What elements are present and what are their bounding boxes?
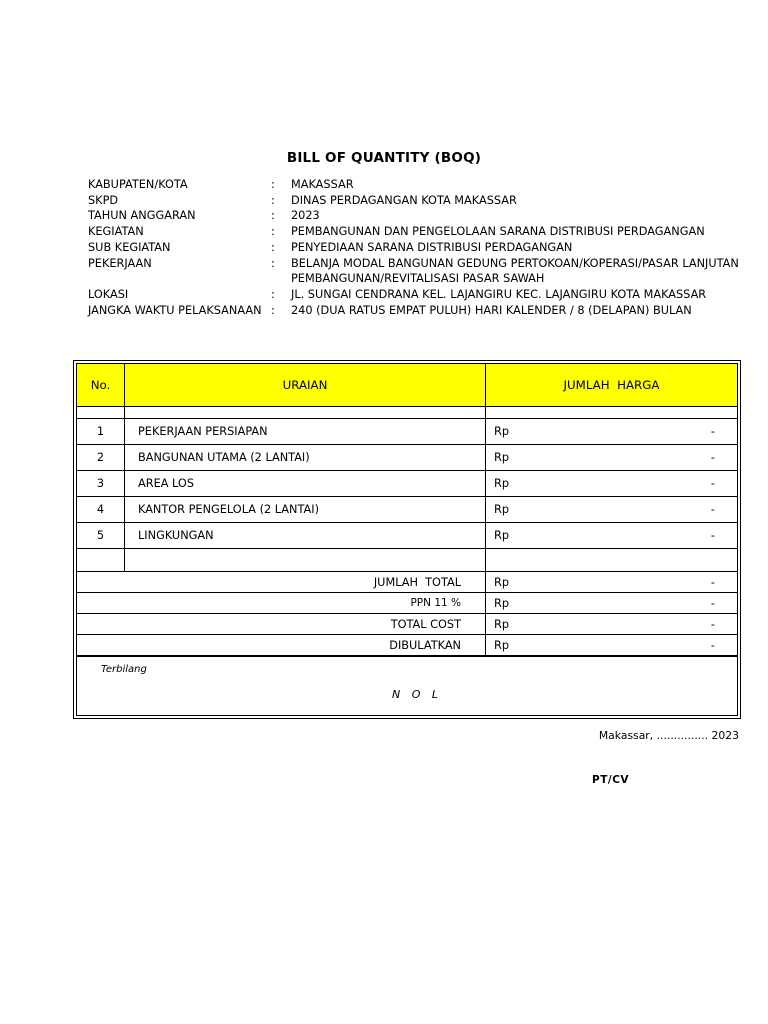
total-row-dibulatkan xyxy=(77,635,738,657)
table-header-row xyxy=(77,364,738,407)
header-uraian: URAIAN xyxy=(125,364,486,407)
info-colon: : xyxy=(271,303,275,317)
boq-table xyxy=(76,363,738,716)
info-row-jangka-waktu xyxy=(88,303,748,319)
item-amount-cell xyxy=(486,445,738,471)
place-date: Makassar, ............... 2023 xyxy=(598,729,739,742)
currency-label: Rp xyxy=(494,477,510,490)
info-label: KEGIATAN xyxy=(88,225,144,239)
terbilang-label: Terbilang xyxy=(101,664,147,675)
currency-label: Rp xyxy=(494,529,510,542)
info-value: PEMBANGUNAN DAN PENGELOLAAN SARANA DISTRIBUSI PERDAGANGAN xyxy=(291,225,705,239)
document-title: BILL OF QUANTITY (BOQ) xyxy=(286,150,482,166)
item-number: 5 xyxy=(77,523,125,549)
info-label: JANGKA WAKTU PELAKSANAAN xyxy=(88,303,262,317)
info-value: BELANJA MODAL BANGUNAN GEDUNG PERTOKOAN/KOPERASI/PASAR LANJUTAN PEMBANGUNAN/REVITALISASI PASAR SAWAH xyxy=(291,256,739,286)
amount-value: - xyxy=(710,575,715,589)
item-amount-cell xyxy=(486,471,738,497)
signer-company: PT/CV xyxy=(592,774,630,786)
total-amount-cell xyxy=(486,635,738,657)
amount-value: - xyxy=(710,425,715,438)
item-number: 1 xyxy=(77,419,125,445)
item-description: KANTOR PENGELOLA (2 LANTAI) xyxy=(125,497,486,523)
currency-label: Rp xyxy=(494,575,510,589)
info-value: MAKASSAR xyxy=(291,178,354,191)
info-colon: : xyxy=(271,287,275,301)
currency-label: Rp xyxy=(494,503,510,516)
info-colon: : xyxy=(271,256,275,270)
currency-label: Rp xyxy=(494,451,510,464)
info-label: SUB KEGIATAN xyxy=(88,240,171,254)
header-jumlah-harga: JUMLAH HARGA xyxy=(486,364,738,407)
table-row xyxy=(77,445,738,471)
info-label: KABUPATEN/KOTA xyxy=(88,178,188,191)
info-label: SKPD xyxy=(88,193,119,207)
currency-label: Rp xyxy=(494,638,510,652)
currency-label: Rp xyxy=(494,425,510,438)
item-description: PEKERJAAN PERSIAPAN xyxy=(125,419,486,445)
amount-value: - xyxy=(710,451,715,464)
item-description: BANGUNAN UTAMA (2 LANTAI) xyxy=(125,445,486,471)
table-row xyxy=(77,497,738,523)
blank-row xyxy=(77,549,738,572)
item-number: 4 xyxy=(77,497,125,523)
item-description: AREA LOS xyxy=(125,471,486,497)
total-amount-cell xyxy=(486,614,738,635)
amount-value: - xyxy=(710,638,715,652)
item-amount-cell xyxy=(486,523,738,549)
total-label: DIBULATKAN xyxy=(77,635,486,657)
info-value: 2023 xyxy=(291,209,320,223)
total-row-ppn xyxy=(77,593,738,614)
amount-value: - xyxy=(710,477,715,490)
info-colon: : xyxy=(271,225,275,239)
item-amount-cell xyxy=(486,497,738,523)
project-info xyxy=(88,177,748,318)
info-colon: : xyxy=(271,240,275,254)
info-label: TAHUN ANGGARAN xyxy=(88,209,196,223)
boq-table-frame xyxy=(73,360,741,719)
terbilang-value: N O L xyxy=(391,688,442,701)
info-row-sub-kegiatan xyxy=(88,240,748,256)
info-colon: : xyxy=(271,209,275,223)
total-label: PPN 11 % xyxy=(77,593,486,614)
amount-value: - xyxy=(710,617,715,631)
table-row xyxy=(77,419,738,445)
info-row-tahun-anggaran xyxy=(88,208,748,224)
item-description: LINGKUNGAN xyxy=(125,523,486,549)
info-row-pekerjaan xyxy=(88,256,748,287)
total-row-jumlah xyxy=(77,572,738,593)
info-row-kabupaten xyxy=(88,177,748,193)
table-row xyxy=(77,471,738,497)
info-row-kegiatan xyxy=(88,224,748,240)
terbilang-row xyxy=(77,656,738,716)
table-row xyxy=(77,523,738,549)
spacer-row xyxy=(77,407,738,419)
currency-label: Rp xyxy=(494,596,510,610)
info-colon: : xyxy=(271,193,275,207)
info-row-lokasi xyxy=(88,287,748,303)
total-label: TOTAL COST xyxy=(77,614,486,635)
info-label: LOKASI xyxy=(88,287,129,301)
info-value: PENYEDIAAN SARANA DISTRIBUSI PERDAGANGAN xyxy=(291,240,573,254)
currency-label: Rp xyxy=(494,617,510,631)
item-amount-cell xyxy=(486,419,738,445)
info-value: DINAS PERDAGANGAN KOTA MAKASSAR xyxy=(291,193,517,207)
amount-value: - xyxy=(710,503,715,516)
total-label: JUMLAH TOTAL xyxy=(77,572,486,593)
amount-value: - xyxy=(710,529,715,542)
item-number: 3 xyxy=(77,471,125,497)
header-no: No. xyxy=(77,364,125,407)
terbilang-cell xyxy=(77,656,738,716)
info-label: PEKERJAAN xyxy=(88,256,152,270)
info-value: JL. SUNGAI CENDRANA KEL. LAJANGIRU KEC. LAJANGIRU KOTA MAKASSAR xyxy=(291,287,707,301)
item-number: 2 xyxy=(77,445,125,471)
total-row-total-cost xyxy=(77,614,738,635)
info-row-skpd xyxy=(88,193,748,209)
info-colon: : xyxy=(271,178,275,191)
total-amount-cell xyxy=(486,572,738,593)
total-amount-cell xyxy=(486,593,738,614)
amount-value: - xyxy=(710,596,715,610)
info-value: 240 (DUA RATUS EMPAT PULUH) HARI KALENDER / 8 (DELAPAN) BULAN xyxy=(291,303,692,317)
